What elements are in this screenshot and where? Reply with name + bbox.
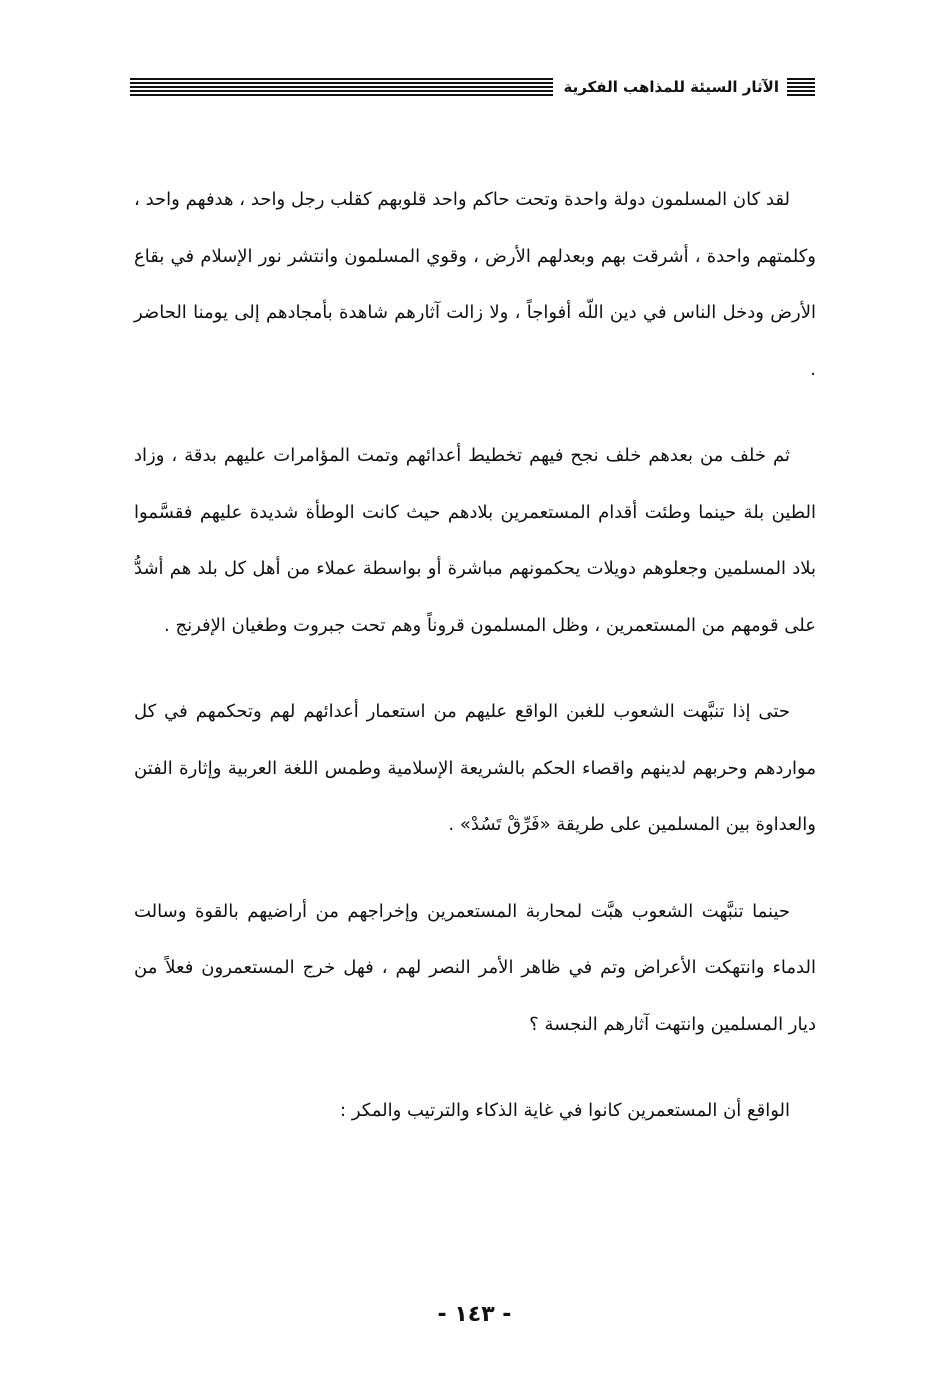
paragraph: الواقع أن المستعمرين كانوا في غاية الذكاء والترتيب والمكر : xyxy=(340,1100,790,1121)
page-number: - ١٤٣ - xyxy=(437,1302,512,1327)
body-text xyxy=(134,172,816,1170)
running-header xyxy=(130,70,815,104)
header-decorative-lines-left xyxy=(130,78,553,96)
paragraph: ثم خلف من بعدهم خلف نجح فيهم تخطيط أعدائهم وتمت المؤامرات عليهم بدقة ، وزاد الطين بلة حينما وطئت أقدام المستعمرين بلادهم حيث كانت الوطأة شديدة عليهم فقسَّموا بلاد المسلمين وجعلوهم دويلات يحكمونهم مباشرة أو بواسطة عملاء من أهل كل بلد هم أشدُّ على قومهم من المستعمرين ، وظل المسلمون قروناً وهم تحت جبروت وطغيان الإفرنج . xyxy=(134,445,816,636)
paragraph: لقد كان المسلمون دولة واحدة وتحت حاكم واحد قلوبهم كقلب رجل واحد ، هدفهم واحد ، وكلمتهم واحدة ، أشرقت بهم وبعدلهم الأرض ، وقوي المسلمون وانتشر نور الإسلام في بقاع الأرض ودخل الناس في دين اللّه أفواجاً ، ولا زالت آثارهم شاهدة بأمجادهم إلى يومنا الحاضر . xyxy=(134,189,816,380)
paragraph: حتى إذا تنبَّهت الشعوب للغبن الواقع عليهم من استعمار أعدائهم لهم وتحكمهم في كل مواردهم وحربهم لدينهم واقصاء الحكم بالشريعة الإسلامية وطمس اللغة العربية وإثارة الفتن والعداوة بين المسلمين على طريقة «فَرِّقْ تَسُدْ» . xyxy=(134,701,816,835)
header-decorative-lines-right xyxy=(787,78,815,96)
paragraph: حينما تنبَّهت الشعوب هبَّت لمحاربة المستعمرين وإخراجهم من أراضيهم بالقوة وسالت الدماء وانتهكت الأعراض وتم في ظاهر الأمر النصر لهم ، فهل خرج المستعمرون فعلاً من ديار المسلمين وانتهت آثارهم النجسة ؟ xyxy=(134,900,816,1035)
header-title: الآثار السيئة للمذاهب الفكرية xyxy=(563,78,779,96)
